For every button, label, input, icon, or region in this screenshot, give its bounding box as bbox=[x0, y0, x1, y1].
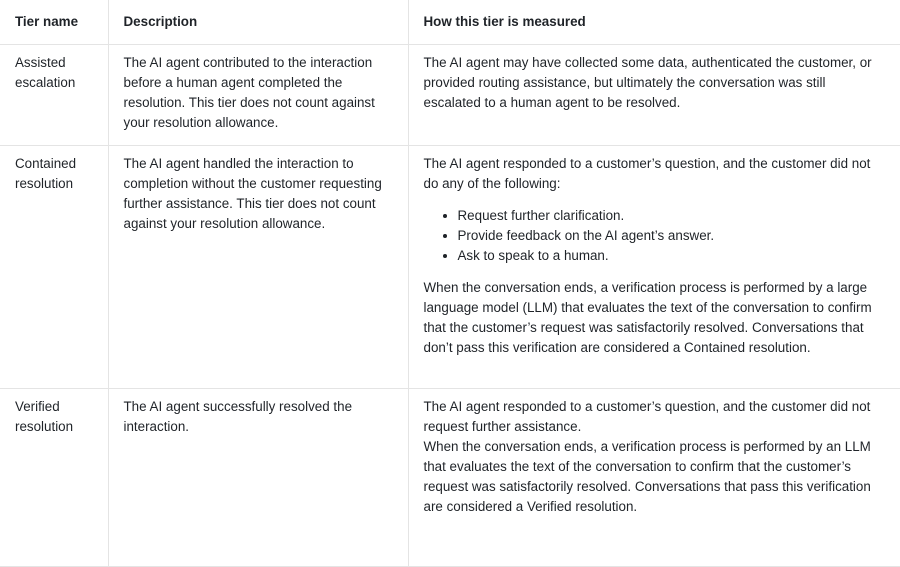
tier-name-line: Assisted bbox=[15, 55, 66, 70]
tier-name-line: resolution bbox=[15, 419, 74, 434]
table-row bbox=[0, 389, 900, 567]
tier-name-line: resolution bbox=[15, 176, 74, 191]
measured-cell bbox=[408, 146, 900, 389]
header-tier-name: Tier name bbox=[0, 0, 108, 45]
measured-cell bbox=[408, 45, 900, 146]
tier-name-cell bbox=[0, 389, 108, 567]
description-cell: The AI agent successfully resolved the interaction. bbox=[108, 389, 408, 567]
description-cell: The AI agent handled the interaction to completion without the customer requesting further assistance. This tier does not count against your resolution allowance. bbox=[108, 146, 408, 389]
header-row bbox=[0, 0, 900, 45]
list-item: • Ask to speak to a human. bbox=[458, 246, 886, 266]
tier-name-cell bbox=[0, 146, 108, 389]
measured-intro: The AI agent may have collected some data, authenticated the customer, or provided routing assistance, but ultimately the conversation was still escalated to a human agent to be resolved. bbox=[423, 55, 872, 110]
measured-cell bbox=[408, 389, 900, 567]
tier-name-cell bbox=[0, 45, 108, 146]
tier-name-line: escalation bbox=[15, 75, 76, 90]
measured-intro: The AI agent responded to a customer’s question, and the customer did not request further assistance. bbox=[423, 399, 871, 434]
tier-name-line: Contained bbox=[15, 156, 77, 171]
tier-name-line: Verified bbox=[15, 399, 60, 414]
table-row bbox=[0, 146, 900, 389]
description-cell: The AI agent contributed to the interaction before a human agent completed the resolution. This tier does not count against your resolution allowance. bbox=[108, 45, 408, 146]
list-item: • Provide feedback on the AI agent’s answer. bbox=[458, 226, 886, 246]
measured-after: When the conversation ends, a verification process is performed by an LLM that evaluates the text of the conversation to confirm that the customer’s request was satisfactorily resolved. Conversations that pass this verification are considered a Verified resolution. bbox=[423, 439, 871, 514]
criteria-list bbox=[424, 206, 886, 266]
header-how-measured: How this tier is measured bbox=[408, 0, 900, 45]
header-description: Description bbox=[108, 0, 408, 45]
measured-after: When the conversation ends, a verification process is performed by a large language model (LLM) that evaluates the text of the conversation to confirm that the customer’s request was satisfactorily resolved. Conversations that don’t pass this verification are considered a Contained resolution. bbox=[423, 280, 872, 355]
measured-intro: The AI agent responded to a customer’s question, and the customer did not do any of the following: bbox=[423, 156, 871, 191]
list-item: • Request further clarification. bbox=[458, 206, 886, 226]
table-row bbox=[0, 45, 900, 146]
